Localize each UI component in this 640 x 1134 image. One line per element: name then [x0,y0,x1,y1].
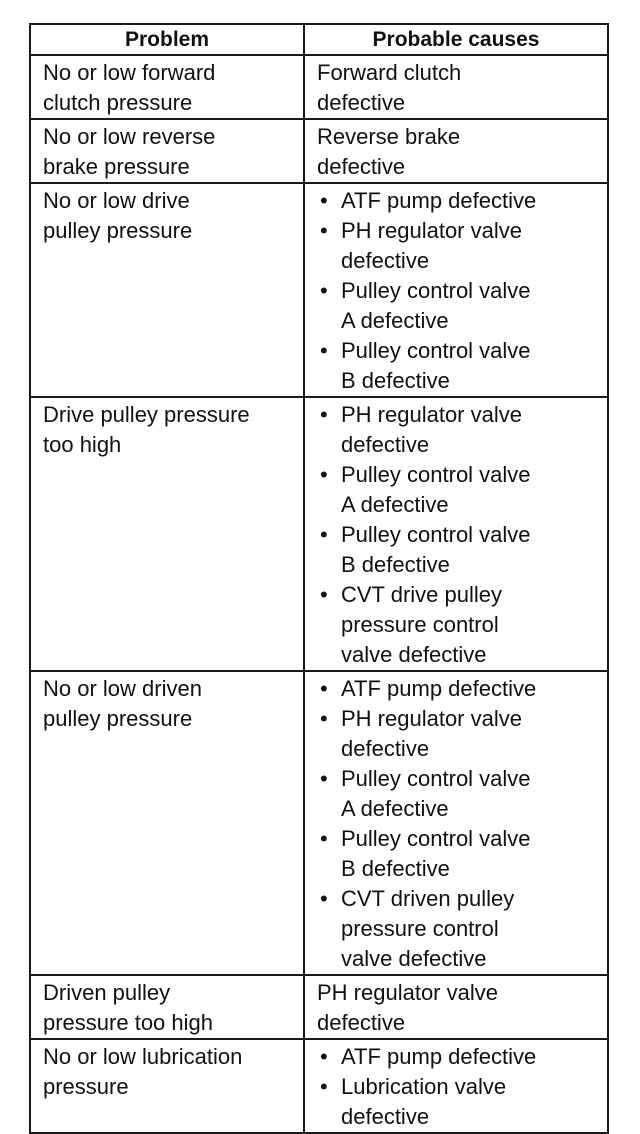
cause-item-text: Pulley control valve A defective [341,462,531,517]
cause-text: PH regulator valve defective [317,980,498,1035]
bullet-icon: • [320,338,328,363]
problem-cell [30,183,304,397]
cause-item [317,1042,603,1072]
cause-item-text: ATF pump defective [341,676,537,701]
header-row [30,24,608,55]
problem-cell [30,1039,304,1133]
cause-item [317,460,603,520]
cause-cell [304,119,608,183]
bullet-icon: • [320,886,328,911]
cause-item [317,580,603,670]
table-row [30,975,608,1039]
bullet-icon: • [320,826,328,851]
problem-cell [30,671,304,975]
header-problem: Problem [30,24,304,55]
problem-cell [30,119,304,183]
cause-item [317,186,603,216]
troubleshooting-table [29,23,609,1134]
cause-item [317,884,603,974]
cause-item-text: PH regulator valve defective [341,706,522,761]
problem-cell [30,975,304,1039]
cause-item-text: CVT driven pulley pressure control valve defective [341,886,515,971]
cause-item-text: ATF pump defective [341,1044,537,1069]
cause-item [317,674,603,704]
cause-item-text: Pulley control valve B defective [341,338,531,393]
problem-text: No or low forward clutch pressure [43,60,216,115]
cause-item [317,1072,603,1132]
bullet-icon: • [320,1044,328,1069]
cause-cell [304,55,608,119]
cause-item [317,400,603,460]
cause-list [305,184,607,396]
cause-item-text: PH regulator valve defective [341,402,522,457]
cause-cell [304,1039,608,1133]
cause-item-text: Lubrication valve defective [341,1074,507,1129]
problem-text: Driven pulley pressure too high [43,980,213,1035]
bullet-icon: • [320,278,328,303]
header-probable-causes: Probable causes [304,24,608,55]
table-row [30,183,608,397]
cause-item [317,764,603,824]
problem-text: Drive pulley pressure too high [43,402,250,457]
cause-item-text: PH regulator valve defective [341,218,522,273]
cause-list [305,398,607,670]
bullet-icon: • [320,766,328,791]
cause-item-text: Pulley control valve A defective [341,766,531,821]
cause-cell [304,397,608,671]
bullet-icon: • [320,1074,328,1099]
problem-cell [30,397,304,671]
bullet-icon: • [320,188,328,213]
cause-list [305,1040,607,1132]
cause-item [317,704,603,764]
problem-text: No or low lubrication pressure [43,1044,243,1099]
cause-item [317,520,603,580]
cause-item [317,824,603,884]
bullet-icon: • [320,462,328,487]
cause-text: Forward clutch defective [317,60,462,115]
cause-text: Reverse brake defective [317,124,461,179]
problem-text: No or low driven pulley pressure [43,676,202,731]
table-row [30,55,608,119]
bullet-icon: • [320,706,328,731]
cause-item [317,276,603,336]
table-row [30,1039,608,1133]
cause-cell [304,975,608,1039]
cause-cell [304,183,608,397]
cause-item-text: Pulley control valve B defective [341,826,531,881]
bullet-icon: • [320,402,328,427]
table-row [30,119,608,183]
cause-item-text: Pulley control valve A defective [341,278,531,333]
cause-item-text: ATF pump defective [341,188,537,213]
problem-text: No or low reverse brake pressure [43,124,216,179]
bullet-icon: • [320,582,328,607]
bullet-icon: • [320,218,328,243]
bullet-icon: • [320,676,328,701]
cause-cell [304,671,608,975]
cause-item-text: Pulley control valve B defective [341,522,531,577]
problem-text: No or low drive pulley pressure [43,188,193,243]
cause-item-text: CVT drive pulley pressure control valve defective [341,582,502,667]
cause-list [305,672,607,974]
bullet-icon: • [320,522,328,547]
problem-cell [30,55,304,119]
cause-item [317,336,603,396]
table-row [30,397,608,671]
table-row [30,671,608,975]
cause-item [317,216,603,276]
